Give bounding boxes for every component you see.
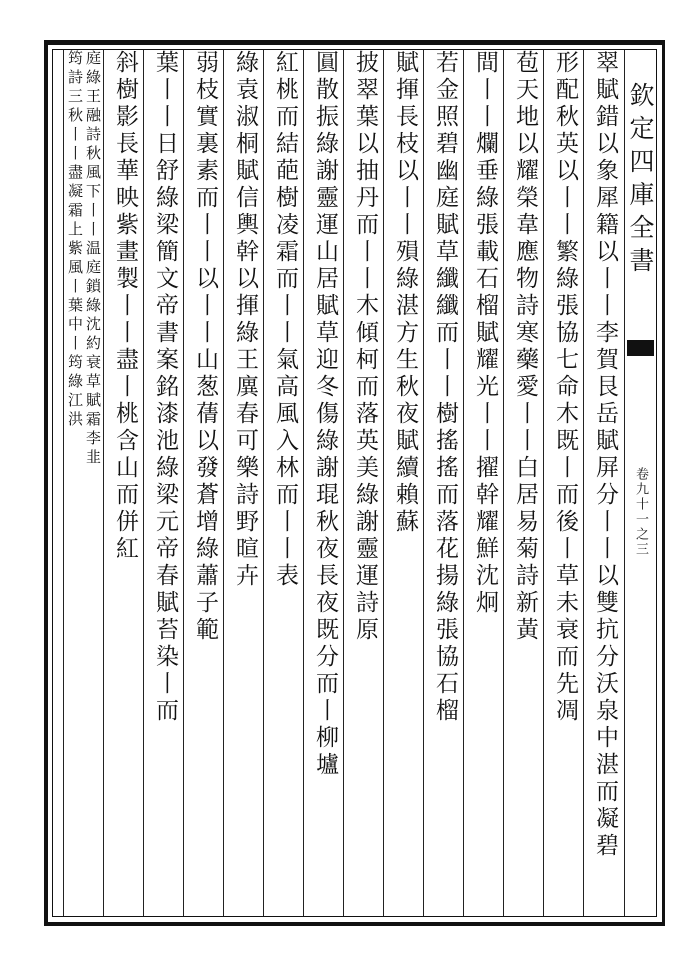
text-column-15: 筠詩三秋丨丨盡凝霜上紫風丨葉中丨筠綠江洪	[66, 50, 84, 430]
bottom-border-rule	[44, 922, 664, 926]
bottom-inner-rule	[52, 916, 656, 917]
column-divider	[63, 50, 64, 916]
text-column-3: 苞天地以耀榮韋應物詩寒藥愛丨丨白居易菊詩新黃	[512, 50, 538, 644]
column-divider	[624, 50, 625, 916]
top-border-rule	[44, 40, 664, 45]
column-divider	[103, 50, 104, 916]
text-column-1: 翠賦錯以象犀籍以丨丨李賀艮岳賦屏分丨丨以雙抗分沃泉中湛而凝碧	[592, 50, 618, 860]
column-divider	[263, 50, 264, 916]
column-divider	[143, 50, 144, 916]
column-divider	[303, 50, 304, 916]
column-divider	[583, 50, 584, 916]
volume-label: 卷九十一之三	[633, 467, 648, 557]
column-divider	[503, 50, 504, 916]
text-column-7: 披翠葉以抽丹而丨丨木傾柯而落英美綠謝靈運詩原	[352, 50, 378, 644]
column-divider	[223, 50, 224, 916]
text-column-5: 若金照碧幽庭賦草纖纖而丨丨樹搖搖而落花揚綠張協石榴	[432, 50, 458, 725]
text-column-12: 葉丨丨日舒綠梁簡文帝書案銘漆池綠梁元帝春賦苔染丨而	[152, 50, 178, 725]
text-column-14: 庭綠王融詩秋風下丨丨温庭鎖綠沈約衰草賦霜李韭	[84, 50, 102, 468]
column-divider	[423, 50, 424, 916]
column-divider	[543, 50, 544, 916]
column-divider	[463, 50, 464, 916]
text-column-10: 綠袁淑桐賦信輿幹以揮綠王廙春可樂詩野暄卉	[232, 50, 258, 590]
left-border-rule	[44, 40, 48, 926]
book-title: 欽定四庫全書	[626, 82, 655, 280]
column-divider	[183, 50, 184, 916]
fish-tail-mark	[627, 340, 654, 356]
page-margin-column	[625, 50, 656, 916]
column-divider	[343, 50, 344, 916]
text-column-4: 間丨丨爛垂綠張載石榴賦耀光丨丨擢幹耀鮮沈炯	[472, 50, 498, 617]
column-divider	[383, 50, 384, 916]
text-column-2: 形配秋英以丨丨繁綠張協七命木既丨而後丨草未衰而先凋	[552, 50, 578, 725]
text-column-11: 弱枝實裏素而丨丨以丨丨山葱蒨以發蒼增綠蕭子範	[192, 50, 218, 644]
text-column-13: 斜樹影長華映紫畫製丨丨盡丨桃含山而併紅	[112, 50, 138, 563]
left-inner-rule	[52, 49, 53, 917]
text-column-9: 紅桃而結葩樹凌霜而丨丨氣高風入林而丨丨表	[272, 50, 298, 590]
text-column-6: 賦揮長枝以丨丨殞綠湛方生秋夜賦續賴蘇	[392, 50, 418, 536]
right-border-rule	[662, 40, 665, 926]
right-inner-rule	[656, 49, 657, 917]
text-column-8: 圓散振綠謝靈運山居賦草迎冬傷綠謝琨秋夜長夜既分而丨柳壚	[312, 50, 338, 779]
